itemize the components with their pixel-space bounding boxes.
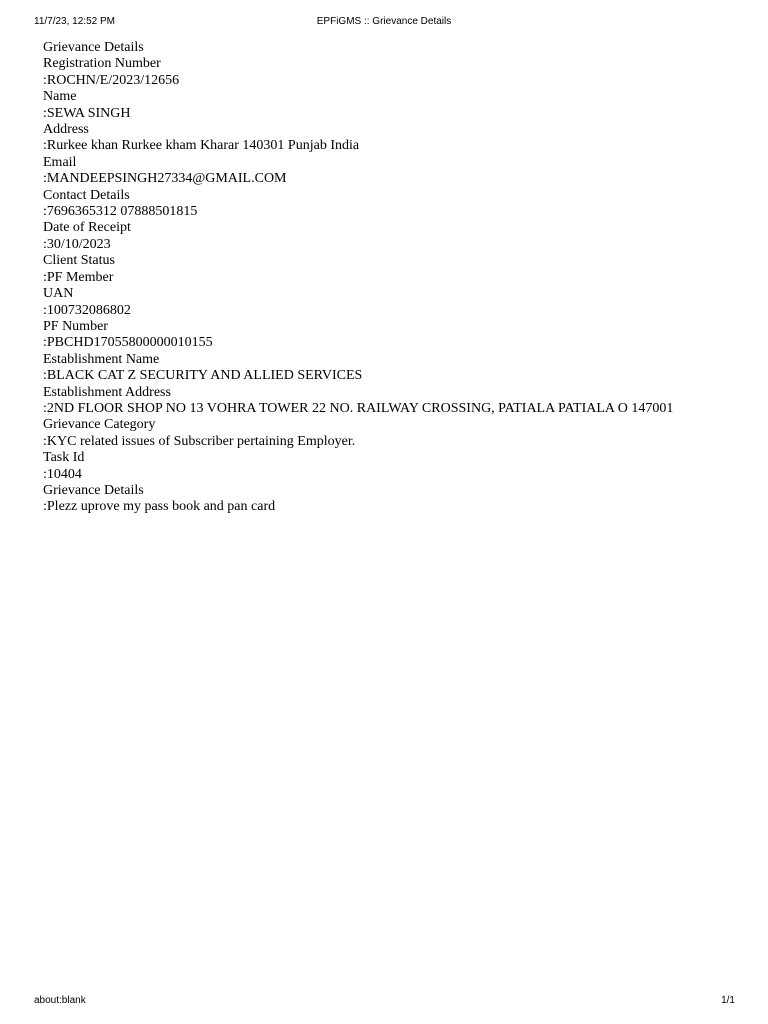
- print-datetime: 11/7/23, 12:52 PM: [34, 16, 115, 27]
- field-value-client-status: :PF Member: [43, 269, 114, 285]
- field-label-name: Name: [43, 89, 77, 105]
- print-page-title: EPFiGMS :: Grievance Details: [316, 16, 452, 27]
- print-page-count: 1/1: [721, 995, 735, 1006]
- field-value-address: :Rurkee khan Rurkee kham Kharar 140301 Punjab India: [43, 138, 360, 154]
- field-value-email: :MANDEEPSINGH27334@GMAIL.COM: [43, 171, 287, 187]
- field-value-establishment-address: :2ND FLOOR SHOP NO 13 VOHRA TOWER 22 NO. RAILWAY CROSSING, PATIALA PATIALA O 147001: [43, 400, 674, 416]
- field-value-contact-details: :7696365312 07888501815: [43, 204, 198, 220]
- field-label-client-status: Client Status: [43, 253, 115, 269]
- document-heading: Grievance Details: [43, 40, 144, 55]
- field-value-uan: :100732086802: [43, 302, 131, 318]
- field-label-establishment-name: Establishment Name: [43, 351, 160, 367]
- field-label-email: Email: [43, 154, 77, 170]
- field-label-pf-number: PF Number: [43, 318, 108, 334]
- field-value-task-id: :10404: [43, 466, 82, 482]
- field-value-establishment-name: :BLACK CAT Z SECURITY AND ALLIED SERVICES: [43, 368, 363, 384]
- field-value-date-of-receipt: :30/10/2023: [43, 236, 111, 252]
- print-url: about:blank: [34, 995, 86, 1006]
- field-label-grievance-category: Grievance Category: [43, 417, 156, 433]
- field-value-registration-number: :ROCHN/E/2023/12656: [43, 72, 180, 88]
- field-label-address: Address: [43, 122, 89, 138]
- field-label-establishment-address: Establishment Address: [43, 384, 171, 400]
- field-value-grievance-details: :Plezz uprove my pass book and pan card: [43, 499, 276, 515]
- field-value-grievance-category: :KYC related issues of Subscriber pertaining Employer.: [43, 433, 356, 449]
- field-label-date-of-receipt: Date of Receipt: [43, 220, 131, 236]
- field-label-contact-details: Contact Details: [43, 187, 130, 203]
- grievance-document: [43, 40, 733, 516]
- field-value-pf-number: :PBCHD17055800000010155: [43, 335, 213, 351]
- field-label-registration-number: Registration Number: [43, 56, 161, 72]
- field-label-grievance-details: Grievance Details: [43, 482, 144, 498]
- field-label-task-id: Task Id: [43, 450, 85, 466]
- field-value-name: :SEWA SINGH: [43, 105, 131, 121]
- field-label-uan: UAN: [43, 286, 74, 302]
